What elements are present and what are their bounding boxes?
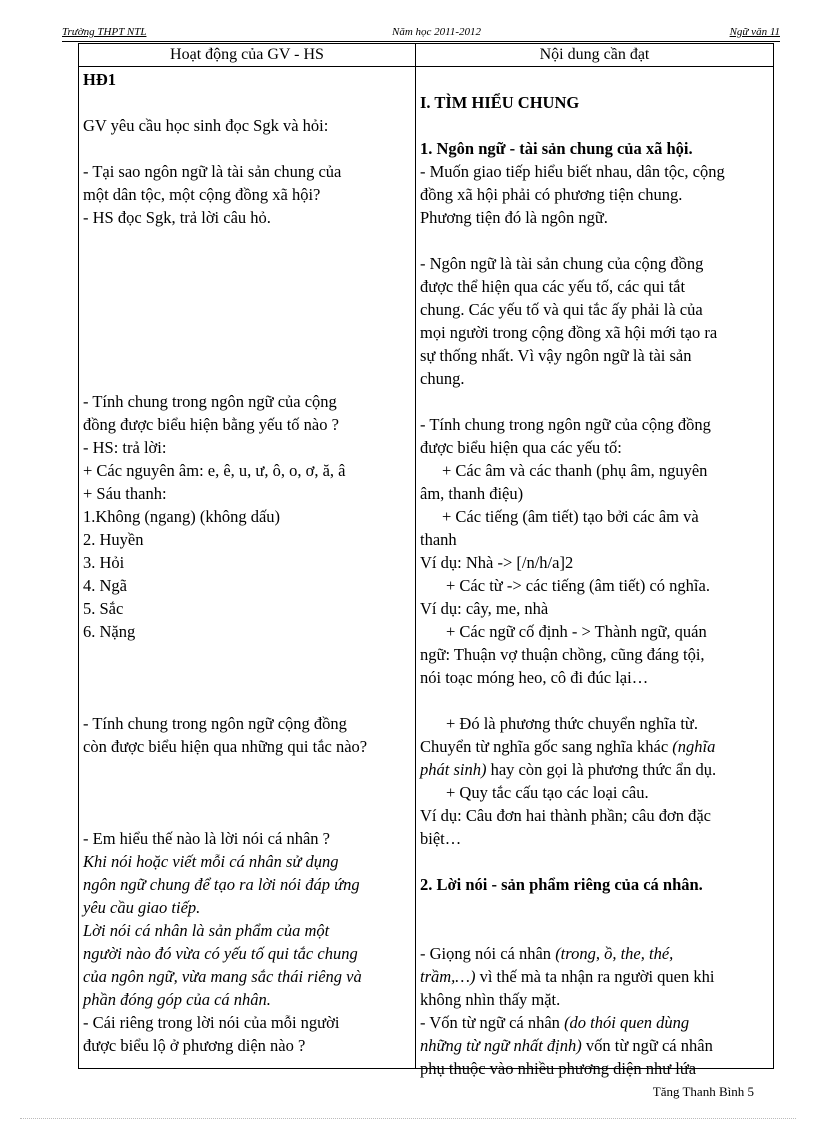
text-span: hay còn gọi là phương thức ẩn dụ. [486,760,717,779]
section-heading: I. TÌM HIỂU CHUNG [420,93,580,112]
content-column [420,68,770,1080]
text-line: người nào đó vừa có yếu tố qui tắc chung [83,944,358,963]
text-span-italic: phát sinh) [420,760,487,779]
activity-label: HĐ1 [83,70,116,89]
text-line: mọi người trong cộng đồng xã hội mới tạo ra [420,323,718,342]
text-span: vì thế mà ta nhận ra người quen khi [475,967,715,986]
page-header [62,26,780,42]
text-line: phần đóng góp của cá nhân. [83,990,271,1009]
column-divider [415,44,416,1068]
text-line: 5. Sắc [83,599,124,618]
text-line: - HS: trả lời: [83,438,167,457]
text-line: - Tính chung trong ngôn ngữ cộng đồng [83,714,347,733]
subsection-heading: 1. Ngôn ngữ - tài sản chung của xã hội. [420,139,693,158]
subject-name: Ngữ văn 11 [729,26,780,38]
text-line: một dân tộc, một cộng đồng xã hội? [83,185,321,204]
text-line: 1.Không (ngang) (không dấu) [83,507,281,526]
text-line: 6. Nặng [83,622,136,641]
page-break-line [20,1118,796,1119]
text-line: + Các âm và các thanh (phụ âm, nguyên [442,461,708,480]
text-line: - Tính chung trong ngôn ngữ của cộng đồng [420,415,711,434]
activities-column [83,68,411,1057]
text-line: 4. Ngã [83,576,127,595]
text-line: 2. Huyền [83,530,144,549]
text-line [420,942,770,965]
text-line [420,965,770,988]
column-header-activities: Hoạt động của GV - HS [170,46,324,63]
text-line: - Ngôn ngữ là tài sản chung của cộng đồng [420,254,704,273]
text-line: 3. Hỏi [83,553,125,572]
subsection-heading: 2. Lời nói - sản phẩm riêng của cá nhân. [420,875,703,894]
header-row-divider [79,66,773,67]
text-line: đồng xã hội phải có phương tiện chung. [420,185,683,204]
text-line: còn được biểu hiện qua những qui tắc nào? [83,737,368,756]
text-line: + Đó là phương thức chuyển nghĩa từ. [446,714,698,733]
text-span: - Vốn từ ngữ cá nhân [420,1013,565,1032]
text-line: yêu cầu giao tiếp. [83,898,201,917]
text-line: biệt… [420,829,462,848]
text-span-italic: (do thói quen dùng [564,1013,690,1032]
text-line: - Muốn giao tiếp hiểu biết nhau, dân tộc, cộng [420,162,725,181]
text-line: của ngôn ngữ, vừa mang sắc thái riêng và [83,967,362,986]
column-header-content: Nội dung cần đạt [539,46,650,63]
text-line: - Em hiểu thế nào là lời nói cá nhân ? [83,829,330,848]
text-line: sự thống nhất. Vì vậy ngôn ngữ là tài sản [420,346,692,365]
text-line: Lời nói cá nhân là sản phẩm của một [83,921,330,940]
text-span: vốn từ ngữ cá nhân [581,1036,713,1055]
text-line: + Các tiếng (âm tiết) tạo bởi các âm và [442,507,699,526]
text-span-italic: những từ ngữ nhất định) [420,1036,582,1055]
text-span-italic: trầm,…) [420,967,476,986]
text-line: - Tính chung trong ngôn ngữ của cộng [83,392,337,411]
text-span-italic: (nghĩa [672,737,716,756]
text-line: không nhìn thấy mặt. [420,990,561,1009]
text-line: - HS đọc Sgk, trả lời câu hỏ. [83,208,271,227]
header-divider [62,41,780,42]
text-span: - Giọng nói cá nhân [420,944,556,963]
text-line: Ví dụ: Nhà -> [/n/h/a]2 [420,553,574,572]
text-span-italic: (trong, ồ, the, thé, [555,944,674,963]
text-line [420,1034,770,1057]
text-line: + Các nguyên âm: e, ê, u, ư, ô, o, ơ, ă, â [83,461,346,480]
text-line: đồng được biểu hiện bằng yếu tố nào ? [83,415,339,434]
page-footer: Tăng Thanh Bình 5 [652,1084,754,1099]
school-year: Năm học 2011-2012 [392,26,482,38]
text-line: + Sáu thanh: [83,484,167,503]
text-line: phụ thuộc vào nhiều phương diện như lứa [420,1059,697,1078]
text-line: nói toạc móng heo, cô đi đúc lại… [420,668,649,687]
text-line: - Tại sao ngôn ngữ là tài sản chung của [83,162,342,181]
text-line: chung. Các yếu tố và qui tắc ấy phải là của [420,300,703,319]
text-line: được thể hiện qua các yếu tố, các qui tắt [420,277,686,296]
text-line: + Các từ -> các tiếng (âm tiết) có nghĩa. [446,576,710,595]
text-line: Ví dụ: Câu đơn hai thành phần; câu đơn đặc [420,806,712,825]
text-line [420,735,770,758]
text-line [420,758,770,781]
text-line: Ví dụ: cây, me, nhà [420,599,549,618]
text-line: GV yêu cầu học sinh đọc Sgk và hỏi: [83,116,329,135]
text-line: chung. [420,369,465,388]
text-line: âm, thanh điệu) [420,484,524,503]
text-line: ngữ: Thuận vợ thuận chồng, cũng đáng tội, [420,645,705,664]
text-line [420,1011,770,1034]
text-line: được biểu lộ ở phương diện nào ? [83,1036,306,1055]
text-line: Phương tiện đó là ngôn ngữ. [420,208,608,227]
text-line: được biểu hiện qua các yếu tố: [420,438,622,457]
text-line: ngôn ngữ chung để tạo ra lời nói đáp ứng [83,875,360,894]
text-line: Khi nói hoặc viết mỗi cá nhân sử dụng [83,852,339,871]
school-name: Trường THPT NTL [62,26,147,38]
text-line: - Cái riêng trong lời nói của mỗi người [83,1013,340,1032]
text-line: thanh [420,530,457,549]
lesson-table [78,43,774,1078]
text-line: + Quy tắc cấu tạo các loại câu. [446,783,649,802]
text-line: + Các ngữ cố định - > Thành ngữ, quán [446,622,707,641]
text-span: Chuyển từ nghĩa gốc sang nghĩa khác [420,737,673,756]
